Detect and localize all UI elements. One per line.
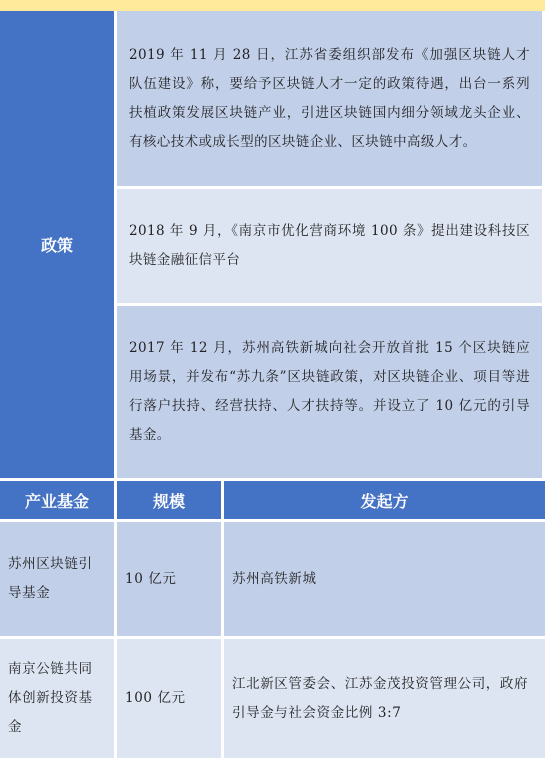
fund-name-cell <box>0 522 114 636</box>
policy-item-text: 2019 年 11 月 28 日，江苏省委组织部发布《加强区块链人才队伍建设》称，要给予区块链人才一定的政策待遇，出台一系列扶植政策发展区块链产业，引进区块链国内细分领域龙头企业、有核心技术或成长型的区块链企业、区块链中高级人才。 <box>129 46 530 150</box>
fund-initiator-cell <box>224 522 545 636</box>
header-scale: 规模 <box>117 481 221 519</box>
top-band <box>0 0 545 11</box>
fund-initiator-cell <box>224 639 545 758</box>
policy-label-cell <box>0 11 114 478</box>
fund-scale: 100 亿元 <box>125 690 186 706</box>
fund-scale-cell <box>117 639 221 758</box>
policy-item <box>117 306 542 478</box>
fund-table-header <box>0 481 545 519</box>
policy-label: 政策 <box>40 236 73 255</box>
header-initiator: 发起方 <box>224 481 545 519</box>
fund-scale: 10 亿元 <box>125 570 177 587</box>
fund-name-cell <box>0 639 114 758</box>
fund-name: 苏州区块链引导基金 <box>8 556 93 601</box>
policy-item-text: 2018 年 9 月，《南京市优化营商环境 100 条》提出建设科技区块链金融征信平台 <box>129 223 530 268</box>
header-fund: 产业基金 <box>0 481 114 519</box>
policy-item <box>117 189 542 303</box>
table-row <box>0 639 545 758</box>
policy-item <box>117 11 542 186</box>
fund-initiator: 苏州高铁新城 <box>232 570 317 587</box>
fund-initiator: 江北新区管委会、江苏金茂投资管理公司，政府引导金与社会资金比例 3:7 <box>232 675 529 721</box>
fund-name: 南京公链共同体创新投资基金 <box>8 661 93 735</box>
policy-item-text: 2017 年 12 月，苏州高铁新城向社会开放首批 15 个区块链应用场景，并发布“苏九条”区块链政策，对区块链企业、项目等进行落户扶持、经营扶持、人才扶持等。并设立了 10 亿元的引导基金。 <box>129 340 530 443</box>
fund-scale-cell <box>117 522 221 636</box>
table-row <box>0 522 545 636</box>
